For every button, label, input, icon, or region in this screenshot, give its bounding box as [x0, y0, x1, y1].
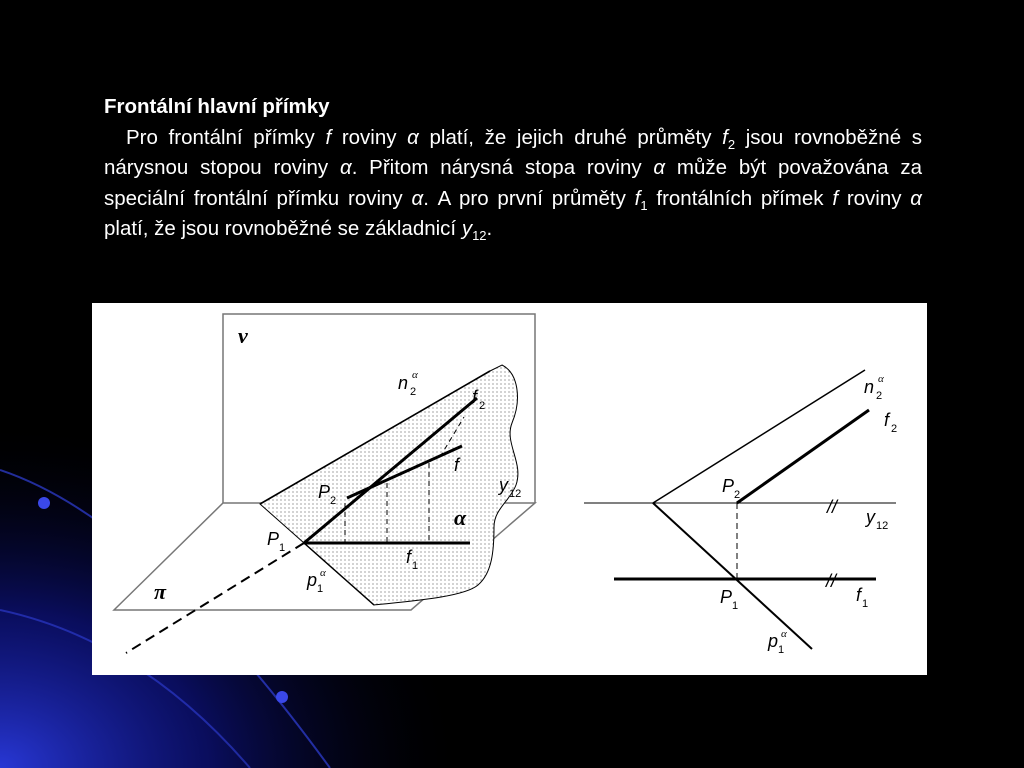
paragraph-symbol: f: [325, 125, 332, 149]
svg-text:P: P: [722, 476, 735, 496]
paragraph-text-run: frontálních přímek: [647, 186, 833, 210]
paragraph-symbol: α: [910, 186, 922, 210]
svg-text:12: 12: [876, 520, 889, 532]
right-monge-view: [584, 370, 897, 656]
svg-text:1: 1: [732, 600, 739, 612]
paragraph-text-run: Pro frontální přímky: [126, 125, 326, 149]
paragraph-text-run: roviny: [331, 125, 408, 149]
slide-heading: Frontální hlavní přímky: [104, 95, 330, 118]
paragraph-symbol: f: [832, 186, 839, 210]
label-P1: [267, 529, 285, 554]
label-P1: [720, 587, 738, 612]
paragraph-symbol: α: [339, 156, 352, 179]
label-y12: [864, 507, 888, 532]
svg-text:2: 2: [876, 390, 883, 402]
svg-text:2: 2: [479, 400, 486, 412]
svg-text:n: n: [398, 373, 409, 393]
svg-text:p: p: [768, 631, 779, 651]
label-n2-alpha: [398, 369, 418, 398]
svg-text:α: α: [412, 369, 418, 381]
parallel-mark-y12: //: [827, 497, 838, 517]
label-nu: ν: [238, 323, 248, 348]
svg-text:y: y: [866, 507, 875, 527]
projection-ray-dashed: [126, 543, 304, 653]
line-f2: [737, 410, 869, 503]
paragraph-symbol: f: [722, 125, 728, 149]
paragraph-symbol: α: [407, 125, 419, 149]
paragraph-text-run: . Přitom nárysná stopa roviny: [351, 156, 654, 179]
label-p1-alpha: [767, 628, 787, 656]
svg-text:1: 1: [862, 598, 869, 610]
svg-text:2: 2: [410, 386, 417, 398]
svg-text:α: α: [320, 567, 326, 579]
label-p1-alpha: [306, 567, 326, 595]
svg-text:P: P: [720, 587, 733, 607]
paragraph-subscript: 1: [640, 197, 648, 213]
glow-dot: [38, 497, 50, 509]
paragraph-text-run: jsou rovnoběžné s nárysnou stopou roviny: [104, 125, 923, 179]
svg-text:P: P: [267, 529, 280, 549]
svg-text:1: 1: [279, 542, 286, 554]
paragraph-text-run: .: [486, 217, 493, 240]
label-alpha: α: [454, 505, 467, 530]
label-n2-alpha: [864, 373, 884, 402]
svg-text:f: f: [454, 455, 460, 475]
svg-text:2: 2: [330, 495, 337, 507]
svg-text:1: 1: [317, 583, 324, 595]
svg-text:f: f: [406, 547, 412, 567]
svg-text:α: α: [781, 628, 787, 640]
paragraph-subscript: 12: [472, 228, 487, 244]
paragraph-text-run: může být považována za speciální frontální přímku roviny: [104, 156, 923, 210]
paragraph-symbol: α: [411, 186, 424, 210]
svg-text:α: α: [878, 373, 884, 385]
svg-text:f: f: [884, 410, 890, 430]
svg-text:f: f: [856, 585, 862, 605]
label-f2: [884, 410, 897, 435]
svg-text:n: n: [864, 377, 875, 397]
svg-text:2: 2: [734, 489, 741, 501]
left-spatial-view: [114, 314, 535, 653]
figure-panel: [92, 303, 927, 675]
label-f1: [856, 585, 868, 610]
projection-figure: [92, 303, 927, 675]
paragraph-symbol: α: [653, 156, 666, 179]
paragraph-symbol: y: [461, 217, 473, 240]
svg-text:y: y: [499, 475, 508, 495]
svg-text:12: 12: [509, 488, 522, 500]
trace-p1-line: [653, 503, 812, 649]
label-pi: π: [154, 579, 167, 604]
paragraph-subscript: 2: [727, 136, 736, 152]
svg-text:1: 1: [778, 644, 785, 656]
text-block: [104, 92, 922, 245]
svg-text:f: f: [472, 387, 478, 407]
label-P2: [722, 476, 740, 501]
svg-text:1: 1: [412, 560, 419, 572]
paragraph-text-run: . A pro první průměty: [423, 186, 635, 210]
glow-dot: [276, 691, 288, 703]
paragraph-text-run: platí, že jsou rovnoběžné se základnicí: [104, 217, 462, 240]
paragraph-symbol: f: [634, 186, 641, 210]
svg-text:P: P: [318, 482, 331, 502]
svg-text:p: p: [307, 570, 318, 590]
paragraph-text-run: roviny: [838, 186, 911, 210]
paragraph-text-run: platí, že jejich druhé průměty: [418, 125, 723, 149]
parallel-mark-f1: //: [826, 571, 837, 591]
slide-paragraph: [104, 123, 922, 245]
svg-text:2: 2: [891, 423, 898, 435]
